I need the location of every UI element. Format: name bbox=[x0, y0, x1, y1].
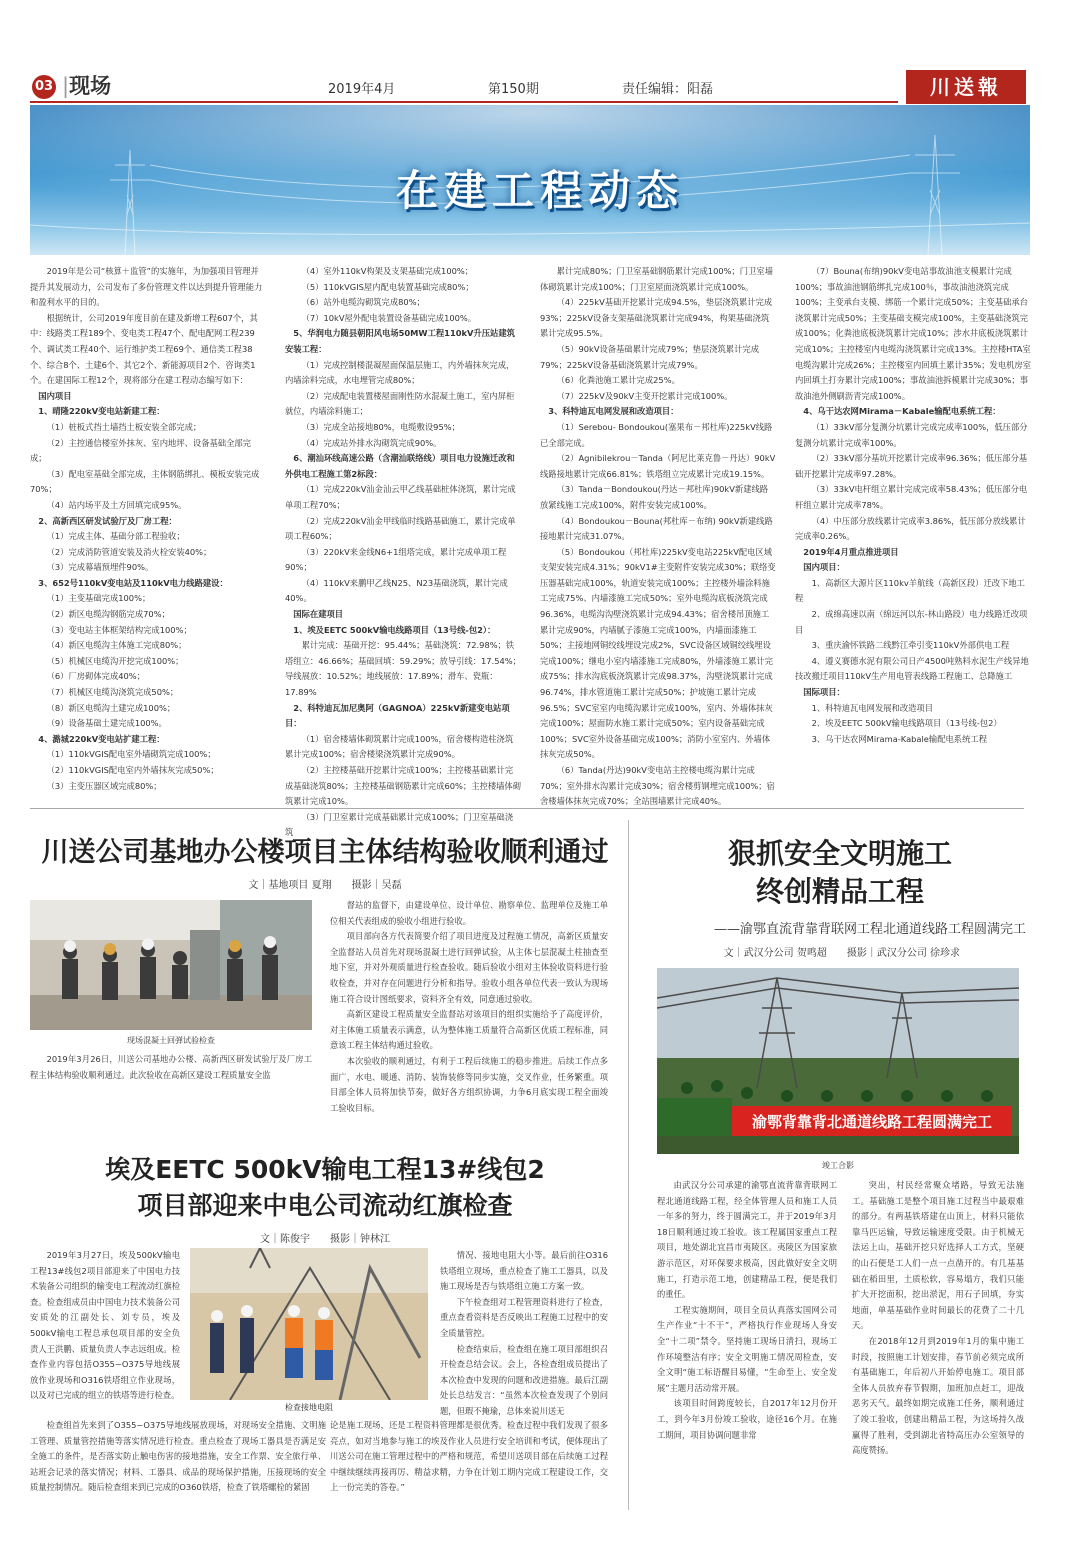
body-paragraph: 1、高新区大源片区110kv羊航线（高新区段）迁改下地工程 bbox=[795, 577, 1025, 604]
column-3 bbox=[540, 264, 776, 810]
body-paragraph: （2）110kVGIS配电室内外墙抹灰完成50%； bbox=[46, 765, 219, 775]
editor-credit: 责任编辑：阳磊 bbox=[622, 82, 714, 97]
section-heading: 2、科特迪瓦加尼奥阿（GAGNOA）225kV新建变电站项目： bbox=[285, 702, 510, 729]
section-heading: 6、潮汕环线高速公路（含潮汕联络线）项目电力设施迁改和外供电工程施工第2标段： bbox=[285, 453, 515, 479]
section-heading: 3、科特迪瓦电网发展和改造项目： bbox=[548, 406, 679, 417]
body-paragraph: （3）完成幕墙预埋件90%。 bbox=[46, 562, 154, 573]
body-paragraph: （1）110kVGIS配电室外墙砌筑完成100%； bbox=[46, 749, 216, 760]
article1-body-left bbox=[30, 1052, 312, 1083]
article1-photo bbox=[30, 900, 312, 1030]
banner-title: 在建工程动态 bbox=[395, 166, 684, 215]
article2-body-col1b bbox=[30, 1418, 326, 1496]
body-paragraph: （4）室外110kV构架及支架基础完成100%； bbox=[301, 266, 474, 276]
article2-para: 检查组首先来到了O355~O375导地线展放现场，对现场安全措施、文明施工管理、质量管控措施等落实情况进行检查。重点检查了现场工器具是否满足安全施工的条件，是否落实防止触电伤害的接地措施，安全工作票、安全旅行单、站班会记录的落实情况；材料、工器具、成品的现场保护措施，压接现场的安全质量控制情况。随后检查组来到已完成的O360铁塔，检查了铁塔螺栓的紧固 bbox=[30, 1420, 326, 1493]
body-paragraph: （1）主变基础完成100%； bbox=[46, 593, 151, 604]
article2-para: 论是施工现场，还是工程资料管理都是很优秀。检查过程中我们发现了很多亮点，如对当地参与施工的埃及作业人员进行安全培训和考试，便体现出了川送公司在施工管理过程中的严格和规范，希望川送项目部在后续施工过程中继续继续再接再厉、精益求精，力争在计划工期内完成工程建设工作，交上一份完美的答卷。” bbox=[330, 1420, 608, 1493]
body-paragraph: （3）220kV来金线N6+1组塔完成，累计完成单项工程90%； bbox=[285, 546, 507, 573]
section-heading: 1、晴隆220kV变电站新建工程： bbox=[38, 406, 165, 417]
section-heading: 1、埃及EETC 500kV输电线路项目（13号线-包2）： bbox=[293, 624, 496, 635]
body-paragraph: （5）110kVGIS屋内配电装置基础完成80%； bbox=[301, 281, 474, 292]
body-paragraph: 4、遵义赛德水泥有限公司日产4500吨熟料水泥生产线异地技改搬迁项目110kV生产用电管表线路工程施工、总降施工 bbox=[795, 655, 1029, 682]
body-paragraph: （3）Tanda－Bondoukou(丹达－邦杜库)90kV新建线路放紧线施工完成100%，附件安装完成100%。 bbox=[540, 484, 769, 510]
section-heading: 国际在建项目 bbox=[293, 609, 344, 620]
body-paragraph: （9）设备基础土建完成100%。 bbox=[46, 718, 167, 729]
body-paragraph: （3）门卫室累计完成基础累计完成100%；门卫室基础浇筑 bbox=[285, 811, 514, 838]
issue-date: 2019年4月 bbox=[328, 82, 396, 97]
article2-title-line1: 埃及EETC 500kV输电工程13#线包2 bbox=[105, 1155, 545, 1184]
body-paragraph: （1）完成主体、基础分部工程验收； bbox=[46, 531, 185, 542]
article1-title: 川送公司基地办公楼项目主体结构验收顺利通过 bbox=[41, 837, 609, 868]
body-paragraph: （4）110kV来鹏甲乙线N25、N23基础浇筑，累计完成40%。 bbox=[285, 577, 508, 604]
article1-body-right bbox=[330, 898, 608, 1116]
article1-photo-caption: 现场混凝土回弹试验检查 bbox=[127, 1036, 215, 1045]
body-paragraph: （3）变电站主体框架结构完成100%； bbox=[46, 624, 192, 635]
body-paragraph: 根据统计，公司2019年度目前在建及新增工程607个，其中：线路类工程189个、变电类工程47个、配电配网工程239个、调试类工程40个、运行维护类工程69个、通信类工程38个、综合8个、土建6个、其它2个、新能源项目2个、咨询类1个。在建国际工程12个，现将部分在建工程动态编写如下： bbox=[30, 312, 258, 386]
body-paragraph: （4）站内场平及土方回填完成95%。 bbox=[46, 499, 187, 510]
body-paragraph: （7）10kV屋外配电装置设备基础完成100%。 bbox=[301, 312, 477, 323]
body-paragraph: （7）机械区电缆沟浇筑完成50%； bbox=[46, 687, 179, 698]
body-paragraph: （1）33kV部分复测分坑累计完成完成率100%，低压部分复测分坑累计完成率100%。 bbox=[795, 421, 1028, 448]
body-paragraph: （3）33kV电杆组立累计完成完成率58.43%；低压部分电杆组立累计完成率78%。 bbox=[795, 484, 1028, 510]
article-paragraph: 在2018年12月到2019年1月的集中施工时段，按照施工计划安排，春节前必须完成所有基础施工，年后初八开始停电施工。项目部全体人员放弃春节假期，加班加点赶工，迎战恶劣天气。最终如期完成施工任务，顺利通过了竣工验收，创建出精品工程，为这场持久战赢得了胜利，受到湖北省特高压办公室领导的高度赞扬。 bbox=[852, 1335, 1024, 1456]
body-paragraph: （2）主控楼基础开挖累计完成100%；主控楼基础累计完成基础浇筑80%；主控楼基础钢筋累计完成60%；主控楼墙体砌筑累计完成10%。 bbox=[285, 765, 522, 807]
body-paragraph: （7）Bouna(布纳)90kV变电站事故油池支模累计完成100%；事故油池钢筋绑扎完成100％，事故油池浇筑完成100%；主变承台支模、绑筋一个累计完成50%；主变基础承台浇筑累计完成50%；主变基础支模完成100%，主变基础浇筑完成100%；化粪池底板浇筑累计完成10%；涉水井底板浇筑累计完成10%；主控楼室内电缆沟浇筑累计完成13%。主控楼HTA室电缆沟累计完成26%；主控楼室内回填土累计35%；发电机房室内回填土打夯累计完成100%；事故油池拆模累计完成30%；事故油池外侧刷沥青完成100%。 bbox=[795, 266, 1032, 401]
article1-byline: 文｜基地项目 夏翔 摄影｜吴磊 bbox=[248, 880, 402, 891]
body-paragraph: （5）Bondoukou（邦杜库)225kV变电站225kV配电区域支架安装完成4.31%；90kV1#主变附件安装完成30%；联络变压器基础完成100%，轨道安装完成100%；主控楼外墙涂料施工完成75%、内墙漆施工完成50%；室外电缆沟底板浇筑完成96.36%，电缆沟沟壁浇筑累计完成94.43%；宿舍楼吊顶施工累计完成90%，内墙腻子漆施工完成100%，内墙面漆施工50%；主接地网铜绞线埋设完成2%，SVC设备区域铜绞线埋设完成100%；继电小室内墙漆施工完成80%，外墙漆施工累计完成75%；排水沟底板浇筑累计完成98.37%，沟壁浇筑累计完成96.74%，排水管道施工累计完成50%；护坡施工累计完成96.5%；SVC室室内电缆沟累计完成100%，室内、外墙体抹灰完成100%；屋面防水施工累计完成50%；室内设备基础完成100%；SVC室外设备基础完成100%；消防小室室内、外墙体抹灰完成50%。 bbox=[540, 546, 776, 760]
section-heading: 4、潞城220kV变电站扩建工程： bbox=[38, 733, 165, 744]
article1-para: 2019年3月26日，川送公司基地办公楼、高新西区研发试验厅及厂房工程主体结构验收顺利通过。此次验收在高新区建设工程质量安全监 bbox=[30, 1054, 312, 1080]
column-1 bbox=[30, 264, 266, 794]
article-paragraph: 督站的监督下，由建设单位、设计单位、勘察单位、监理单位及施工单位相关代表组成的验收小组进行验收。 bbox=[330, 900, 608, 926]
column-4 bbox=[795, 264, 1031, 747]
body-paragraph: （2）新区电缆沟钢筋完成70%； bbox=[46, 609, 170, 620]
column-2 bbox=[285, 264, 521, 841]
body-paragraph: （6）厂房砌体完成40%； bbox=[46, 671, 145, 682]
body-paragraph: 累计完成80%；门卫室基础钢筋累计完成100%；门卫室墙体砌筑累计完成100%；门卫室屋面浇筑累计完成100%。 bbox=[540, 266, 773, 292]
article2-body-col2-bottom bbox=[330, 1418, 608, 1496]
body-paragraph: 累计完成：基础开挖：95.44%；基础浇筑：72.98%；铁塔组立：46.66%；基础回填：59.29%；放导引线：17.54%；导线展放：10.52%；地线展放：17.89%；滑车、瓷瓶：17.89% bbox=[285, 640, 521, 698]
body-paragraph: （1）完成控制楼混凝屋面保温层施工，内外墙抹灰完成，内墙涂料完成，水电埋管完成80%； bbox=[285, 359, 515, 386]
body-paragraph: （4）Bondoukou－Bouna(邦杜库－布纳) 90kV新建线路接地累计完成31.07%。 bbox=[540, 515, 773, 542]
article3-subtitle: ——渝鄂直流背靠背联网工程北通道线路工程圆满完工 bbox=[713, 922, 1026, 937]
body-paragraph: （1）宿舍楼墙体砌筑累计完成100%，宿舍楼构造柱浇筑累计完成100%；宿舍楼梁浇筑累计完成90%。 bbox=[285, 733, 514, 760]
article2-para: 下午检查组对工程管理资料进行了检查，重点查看资料是否反映出工程施工过程中的安全质量管控。 bbox=[440, 1296, 608, 1338]
article-paragraph: 本次验收的顺利通过，有利于工程后续施工的稳步推进。后续工作点多面广，水电、暖通、消防、装饰装修等同步实施，交叉作业，任务繁重。项目部全体人员将加快节奏，做好各方组织协调，力争6月底实现工程全面竣工验收目标。 bbox=[330, 1055, 608, 1113]
article-paragraph: 该项目时间跨度较长，自2017年12月份开工，到今年3月份竣工验收，途径16个月。在施工期间，项目协调问题非常 bbox=[657, 1398, 837, 1440]
page-number-badge: 03 bbox=[32, 75, 56, 99]
article-paragraph: 由武汉分公司承建的渝鄂直流背靠背联网工程北通道线路工程，经全体管理人员和施工人员一年多的努力，终于圆满完工，并于2019年3月18日顺利通过竣工验收。该工程属国家重点工程项目，地处湖北宜昌市夷陵区。夷陵区为国家旅游示范区，对环保要求极高，因此做好安全文明施工，打造示范工地，创建精品工程，便是我们的重任。 bbox=[657, 1180, 837, 1300]
article3-byline: 文｜武汉分公司 贺鸣超 摄影｜武汉分公司 徐珍求 bbox=[723, 948, 960, 959]
article2-photo-caption: 检查接地电阻 bbox=[285, 1403, 333, 1412]
body-paragraph: （4）中压部分放线累计完成率3.86%，低压部分放线累计完成率0.26%。 bbox=[795, 515, 1026, 542]
body-paragraph: （7）225kV及90kV主变开挖累计完成100%。 bbox=[556, 390, 733, 401]
section-heading: 5、华润电力随县朝阳风电场50MW工程110kV升压站建筑安装工程： bbox=[285, 328, 515, 354]
article3-body-col2 bbox=[852, 1178, 1024, 1459]
section-heading: 国际项目： bbox=[803, 687, 845, 698]
body-paragraph: （2）完成配电装置楼屋面刚性防水混凝土施工，室内屏柜就位，内墙涂料施工； bbox=[285, 390, 515, 417]
section-heading: 2019年4月重点推进项目 bbox=[803, 546, 899, 557]
article-paragraph: 突出，村民经常聚众堵路，导致无法施工。基础施工是整个项目施工过程当中最艰难的部分。有两基铁塔建在山顶上，材料只能依靠马匹运输，导致运输速度受限。由于机械无法运上山，基础开挖只好选择人工方式，坚硬的山石便是工人们一点一点凿开的。有几基基础在稻田里，土质松软，容易塌方，我们只能扩大开挖面积，挖出淤泥，用石子回填，夯实地面，单基基础作业时间最长的花费了二十几天。 bbox=[852, 1180, 1024, 1331]
body-paragraph: （6）Tanda(丹达)90kV变电站主控楼电缆沟累计完成70%；室外排水沟累计完成30%；宿舍楼剪钢埋完成100%；宿舍楼墙体抹灰完成70%；全站围墙累计完成40%。 bbox=[540, 765, 775, 807]
body-paragraph: （2）Agnibilekrou－Tanda（阿尼比莱克鲁－丹达）90kV线路接地累计完成66.81%；铁塔组立完成累计完成19.15%。 bbox=[540, 453, 776, 479]
article2-photo bbox=[190, 1248, 428, 1400]
article2-para: 情况、接地电阻大小等。最后前往O316铁塔组立现场，重点检查了施工工器具，以及施工现场是否与铁塔组立施工方案一致。 bbox=[440, 1250, 608, 1292]
body-paragraph: （6）化粪池施工累计完成25%。 bbox=[556, 375, 680, 386]
body-paragraph: （5）机械区电缆沟开挖完成100%； bbox=[46, 655, 184, 666]
article2-para: 检查结束后，检查组在施工项目部组织召开检查总结会议。会上，各检查组成员提出了本次检查中发现的问题和改进措施。最后江副处长总结发言：“虽然本次检查发现了个别问题，但瑕不掩瑜，总体来说川送无 bbox=[440, 1343, 608, 1416]
body-paragraph: （5）90kV设备基础累计完成79%；垫层浇筑累计完成79%；225kV设备基础浇筑累计完成79%。 bbox=[540, 343, 759, 370]
article-paragraph: 工程实施期间，项目全员认真落实国网公司生产作业“十不干”，严格执行作业现场人身安全“十二项”禁令。坚持施工现场日清扫，现场工作环境整洁有序；安全文明施工情况周检查，安全文明“施工标语醒目易懂，“生命至上、安全发展”主题月活动常开展。 bbox=[657, 1304, 837, 1393]
article2-para: 2019年3月27日，埃及500kV输电工程13#线包2项目部迎来了中国电力技术装备公司组织的输变电工程流动红旗检查。检查组成员由中国电力技术装备公司安质处的江副处长、刘专员，埃及500kV输电工程总承包项目部的安全负责人王洪鹏、质量负责人李志远组成。检查作业内容包括O355~O375导地线展放作业现场和O316铁塔组立作业现场，以及对已完成的组立的铁塔等进行检查。 bbox=[30, 1250, 180, 1401]
section-title: |现场 bbox=[62, 74, 112, 98]
body-paragraph: （2）完成220kV汕金甲线临时线路基础施工，累计完成单项工程60%； bbox=[285, 515, 516, 542]
article-paragraph: 高新区建设工程质量安全监督站对该项目的组织实施给予了高度评价，对主体施工质量表示满意，认为整体施工质量符合高新区优质工程标准，同意该工程主体结构通过验收。 bbox=[330, 1009, 608, 1051]
article2-body-col1a bbox=[30, 1248, 180, 1404]
body-paragraph: 1、科特迪瓦电网发展和改造项目 bbox=[811, 702, 934, 713]
body-paragraph: 2、成绵高速以南（绵远河以东-林山路段）电力线路迁改项目 bbox=[795, 609, 1028, 635]
article2-byline: 文｜陈俊宇 摄影｜钟林江 bbox=[260, 1234, 390, 1245]
newspaper-logo: 川送報 bbox=[906, 70, 1026, 104]
body-paragraph: （3）主变压器区域完成80%； bbox=[46, 780, 162, 791]
issue-number: 第150期 bbox=[488, 82, 539, 97]
body-paragraph: （1）完成220kV汕金汕云甲乙线基础桩体浇筑，累计完成单项工程70%； bbox=[285, 484, 516, 510]
section-heading: 国内项目： bbox=[803, 562, 845, 573]
article-paragraph: 项目部向各方代表简要介绍了项目进度及过程施工情况，高新区质量安全监督站人员首先对现场混凝土进行回弹试验，从主体七层混凝土柱抽查至地下室，并对外观质量进行检查验收。随后验收小组对主体验收资料进行验收检查，并对存在问题进行分析和指导。验收小组各单位代表一致认为现场施工符合设计图纸要求，资料齐全有效，同意通过验收。 bbox=[330, 931, 608, 1004]
body-paragraph: （8）新区电缆沟土建完成100%； bbox=[46, 702, 176, 713]
body-paragraph: （1）Serebou- Bondoukou(塞果布－邦杜库)225kV线路已全部完成。 bbox=[540, 421, 773, 448]
article3-title-line1: 狠抓安全文明施工 bbox=[727, 837, 952, 870]
article3-photo bbox=[657, 968, 1019, 1154]
body-paragraph: （4）新区电缆沟主体施工完成80%； bbox=[46, 640, 187, 651]
section-heading: 4、乌干达农网Mirama－Kabale输配电系统工程： bbox=[803, 406, 1001, 417]
article3-photo-caption: 竣工合影 bbox=[822, 1161, 854, 1170]
photo-banner-text: 渝鄂背靠背北通道线路工程圆满完工 bbox=[751, 1113, 993, 1131]
body-paragraph: （3）配电室基础全部完成，主体钢筋绑扎、模板安装完成70%； bbox=[30, 468, 260, 495]
body-paragraph: （3）完成全站接地80%，电缆敷设95%； bbox=[301, 421, 460, 432]
body-paragraph: （4）225kV基础开挖累计完成94.5%，垫层浇筑累计完成93%；225kV设备支架基础浇筑累计完成94%，构架基础浇筑累计完成95.5%。 bbox=[540, 297, 773, 339]
section-heading: 国内项目 bbox=[38, 390, 72, 401]
body-paragraph: （2）完成消防管道安装及消火栓安装40%； bbox=[46, 546, 212, 557]
article2-body-col2 bbox=[440, 1248, 608, 1420]
body-paragraph: （1）桩板式挡土墙挡土板安装全部完成； bbox=[46, 421, 202, 432]
column-divider bbox=[628, 820, 629, 1510]
section-heading: 3、652号110kV变电站及110kV电力线路建设： bbox=[38, 577, 228, 588]
article3-body-col1 bbox=[657, 1178, 837, 1443]
article2-title-line2: 项目部迎来中电公司流动红旗检查 bbox=[137, 1191, 513, 1220]
body-paragraph: （2）主控通信楼室外抹灰、室内地坪、设备基础全部完成； bbox=[30, 437, 251, 464]
body-paragraph: 3、乌干达农网Mirama-Kabale输配电系统工程 bbox=[811, 733, 987, 744]
body-paragraph: 2、埃及EETC 500kV输电线路项目（13号线-包2） bbox=[811, 718, 1002, 729]
header-rule bbox=[30, 101, 898, 103]
body-paragraph: 3、重庆渝怀铁路二线黔江牵引变110kV外部供电工程 bbox=[811, 640, 1010, 651]
section-divider bbox=[30, 808, 1024, 809]
body-paragraph: 2019年是公司“核算＋监管”的实施年，为加强项目管理并提升其发展动力，公司发布了多份管理文件以达到提升管理能力和盈利水平的目的。 bbox=[30, 266, 263, 308]
article3-title-line2: 终创精品工程 bbox=[755, 875, 924, 908]
section-heading: 2、高新西区研发试验厅及厂房工程： bbox=[38, 515, 177, 526]
body-paragraph: （4）完成站外排水沟砌筑完成90%。 bbox=[301, 437, 442, 448]
body-paragraph: （2）33kV部分基坑开挖累计完成率96.36%；低压部分基础开挖累计完成率97.28%。 bbox=[795, 453, 1028, 479]
body-paragraph: （6）站外电缆沟砌筑完成80%； bbox=[301, 297, 425, 308]
